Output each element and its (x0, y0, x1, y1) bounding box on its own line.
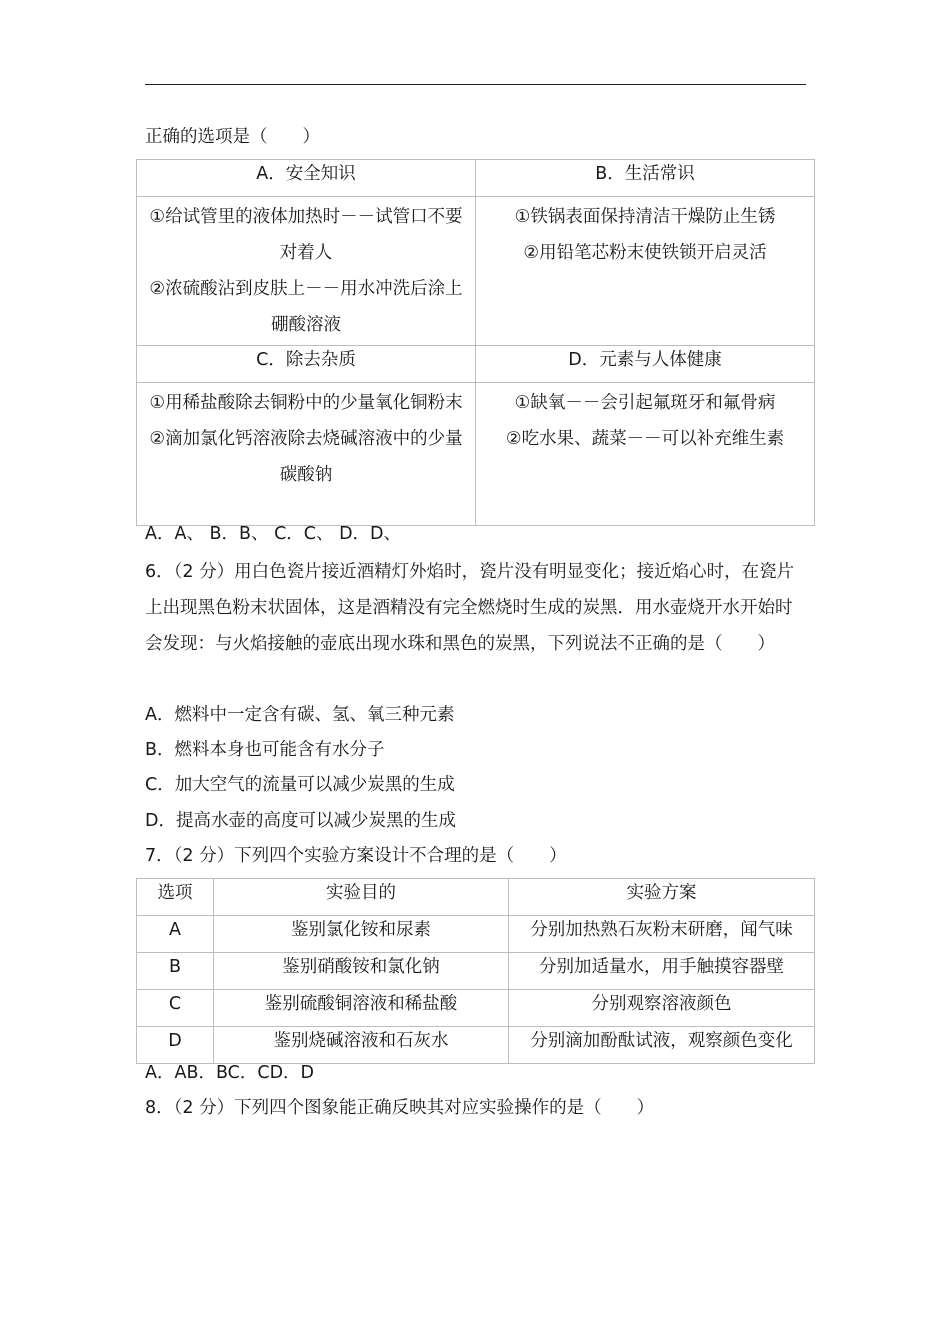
option-b-item-2: ②用铅笔芯粉末使铁锁开启灵活 (523, 243, 767, 263)
option-c-item-1: ①用稀盐酸除去铜粉中的少量氧化铜粉末 (149, 393, 463, 413)
option-d-item-2: ②吃水果、蔬菜－－可以补充维生素 (505, 429, 785, 449)
q6-stem: 6．（2 分）用白色瓷片接近酒精灯外焰时，瓷片没有明显变化；接近焰心时，在瓷片上出现黑色粉末状固体，这是酒精没有完全燃烧时生成的炭黑．用水壶烧开水开始时会发现：与火焰接触的壶底出现水珠和黑色的炭黑，下列说法不正确的是（ ） (145, 562, 795, 654)
q7-row-option: B (137, 953, 214, 990)
option-a-body (137, 197, 476, 346)
q5-options-table (136, 159, 815, 526)
option-d-body (476, 383, 815, 526)
q7-row-purpose: 鉴别硝酸铵和氯化钠 (214, 953, 509, 990)
q7-row-purpose: 鉴别烧碱溶液和石灰水 (214, 1027, 509, 1064)
option-a-title: A．安全知识 (137, 160, 476, 197)
option-a-item-2: ②浓硫酸沾到皮肤上－－用水冲洗后涂上硼酸溶液 (149, 279, 463, 335)
header-rule (145, 84, 806, 85)
q7-row-option: A (137, 916, 214, 953)
q7-stem: 7．（2 分）下列四个实验方案设计不合理的是（ ） (145, 846, 567, 866)
q7-row-purpose: 鉴别氯化铵和尿素 (214, 916, 509, 953)
option-b-title: B．生活常识 (476, 160, 815, 197)
table-row (137, 1027, 815, 1064)
q6-option-c: C．加大空气的流量可以减少炭黑的生成 (145, 775, 455, 795)
q5-prompt: 正确的选项是（ ） (145, 127, 320, 147)
option-d-item-1: ①缺氧－－会引起氟斑牙和氟骨病 (514, 393, 776, 413)
option-b-item-1: ①铁锅表面保持清洁干燥防止生锈 (514, 207, 776, 227)
option-c-item-2: ②滴加氯化钙溶液除去烧碱溶液中的少量碳酸钠 (149, 429, 463, 485)
q7-row-plan: 分别加适量水，用手触摸容器壁 (509, 953, 815, 990)
q7-row-plan: 分别观察溶液颜色 (509, 990, 815, 1027)
q6-option-b: B．燃料本身也可能含有水分子 (145, 740, 385, 760)
q7-row-plan: 分别滴加酚酞试液，观察颜色变化 (509, 1027, 815, 1064)
option-d-title: D．元素与人体健康 (476, 346, 815, 383)
q6-option-d: D．提高水壶的高度可以减少炭黑的生成 (145, 811, 456, 831)
q7-row-option: D (137, 1027, 214, 1064)
q5-answer-options: A．A、 B．B、 C．C、 D．D、 (145, 524, 402, 544)
option-c-body (137, 383, 476, 526)
q7-header-option: 选项 (137, 879, 214, 916)
q7-row-purpose: 鉴别硫酸铜溶液和稀盐酸 (214, 990, 509, 1027)
q7-header-plan: 实验方案 (509, 879, 815, 916)
table-row (137, 916, 815, 953)
table-row (137, 953, 815, 990)
option-a-item-1: ①给试管里的液体加热时－－试管口不要对着人 (149, 207, 463, 263)
q7-answer-options: A．AB．BC．CD．D (145, 1063, 315, 1083)
q8-stem: 8．（2 分）下列四个图象能正确反映其对应实验操作的是（ ） (145, 1098, 655, 1118)
table-row (137, 990, 815, 1027)
q6-option-a: A．燃料中一定含有碳、氢、氧三种元素 (145, 705, 455, 725)
q7-row-plan: 分别加热熟石灰粉末研磨，闻气味 (509, 916, 815, 953)
q7-row-option: C (137, 990, 214, 1027)
option-c-title: C．除去杂质 (137, 346, 476, 383)
q7-header-purpose: 实验目的 (214, 879, 509, 916)
option-b-body (476, 197, 815, 346)
q7-plan-table (136, 878, 815, 1064)
